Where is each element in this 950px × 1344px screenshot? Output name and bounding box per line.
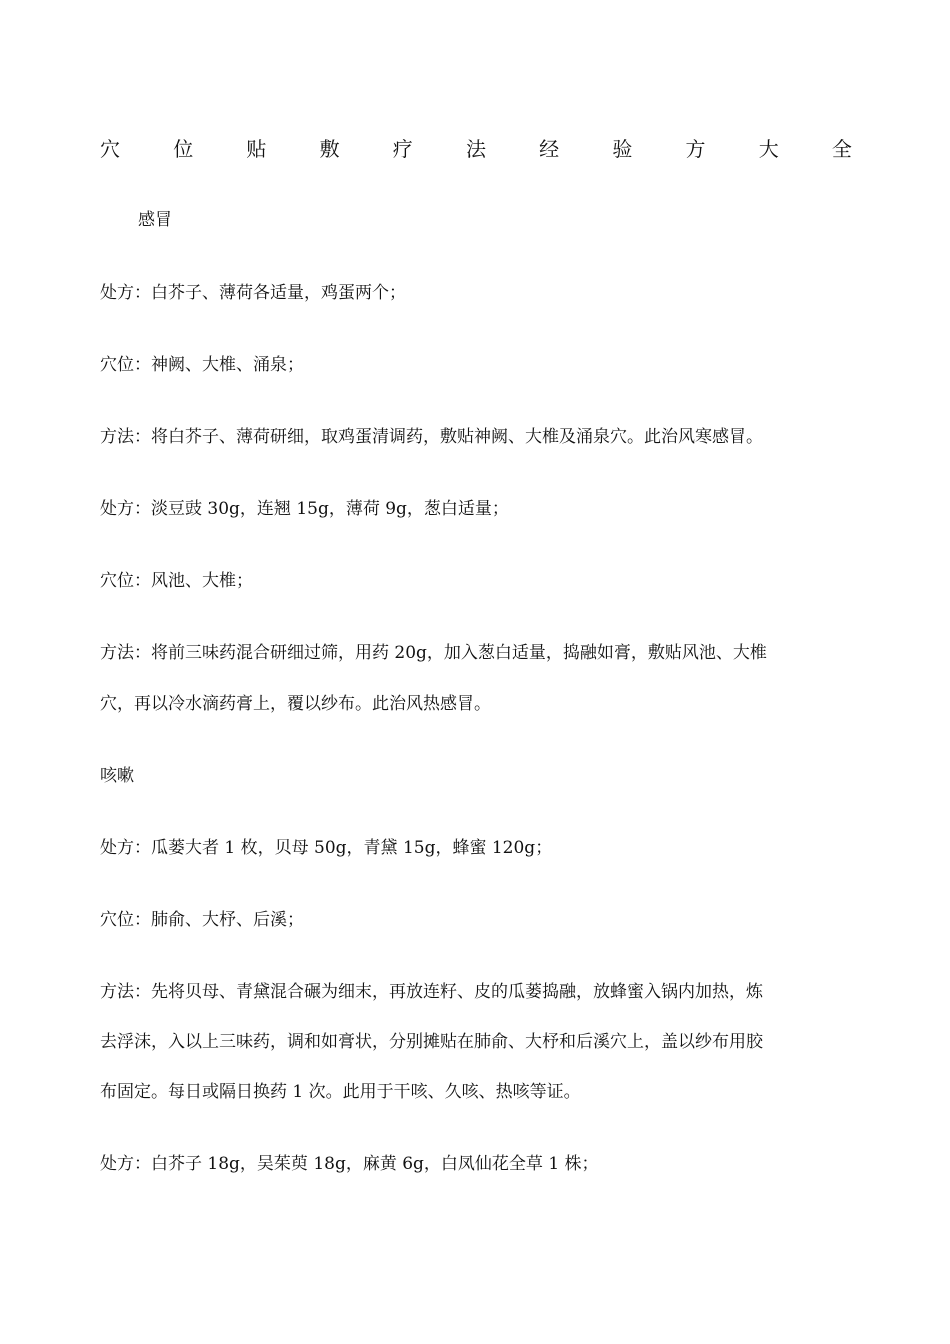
title-char: 验 [612,137,633,161]
title-char: 经 [539,137,560,161]
method-line: 方法：将白芥子、薄荷研细，取鸡蛋清调药，敷贴神阙、大椎及涌泉穴。此治风寒感冒。 [100,427,763,447]
title-char: 法 [465,137,486,161]
prescription-line: 处方：白芥子 18g，吴茱萸 18g，麻黄 6g，白凤仙花全草 1 株； [100,1154,599,1174]
method-line-continued: 穴，再以冷水滴药膏上，覆以纱布。此治风热感冒。 [100,694,491,714]
title-char: 敷 [319,137,340,161]
prescription-line: 处方：瓜蒌大者 1 枚，贝母 50g，青黛 15g，蜂蜜 120g； [100,838,553,858]
section-heading-ganmao: 感冒 [138,210,172,230]
title-char: 方 [685,137,706,161]
prescription-line: 处方：白芥子、薄荷各适量，鸡蛋两个； [100,283,406,303]
title-char: 疗 [392,137,413,161]
title-char: 大 [758,137,779,161]
prescription-line: 处方：淡豆豉 30g，连翘 15g，薄荷 9g，葱白适量； [100,499,509,519]
title-char: 贴 [246,137,267,161]
title-char: 位 [173,137,194,161]
acupoint-line: 穴位：肺俞、大杼、后溪； [100,910,304,930]
title-char: 全 [831,137,852,161]
method-line: 方法：先将贝母、青黛混合碾为细末，再放连籽、皮的瓜蒌捣融，放蜂蜜入锅内加热，炼 [100,982,763,1002]
method-line-continued: 布固定。每日或隔日换药 1 次。此用于干咳、久咳、热咳等证。 [100,1082,581,1102]
title-char: 穴 [100,137,120,161]
method-line: 方法：将前三味药混合研细过筛，用药 20g，加入葱白适量，捣融如膏，敷贴风池、大椎 [100,643,767,663]
document-title [100,136,852,162]
section-heading-kesou: 咳嗽 [100,766,134,786]
acupoint-line: 穴位：神阙、大椎、涌泉； [100,355,304,375]
acupoint-line: 穴位：风池、大椎； [100,571,253,591]
method-line-continued: 去浮沫，入以上三味药，调和如膏状，分别摊贴在肺俞、大杼和后溪穴上，盖以纱布用胶 [100,1032,763,1052]
